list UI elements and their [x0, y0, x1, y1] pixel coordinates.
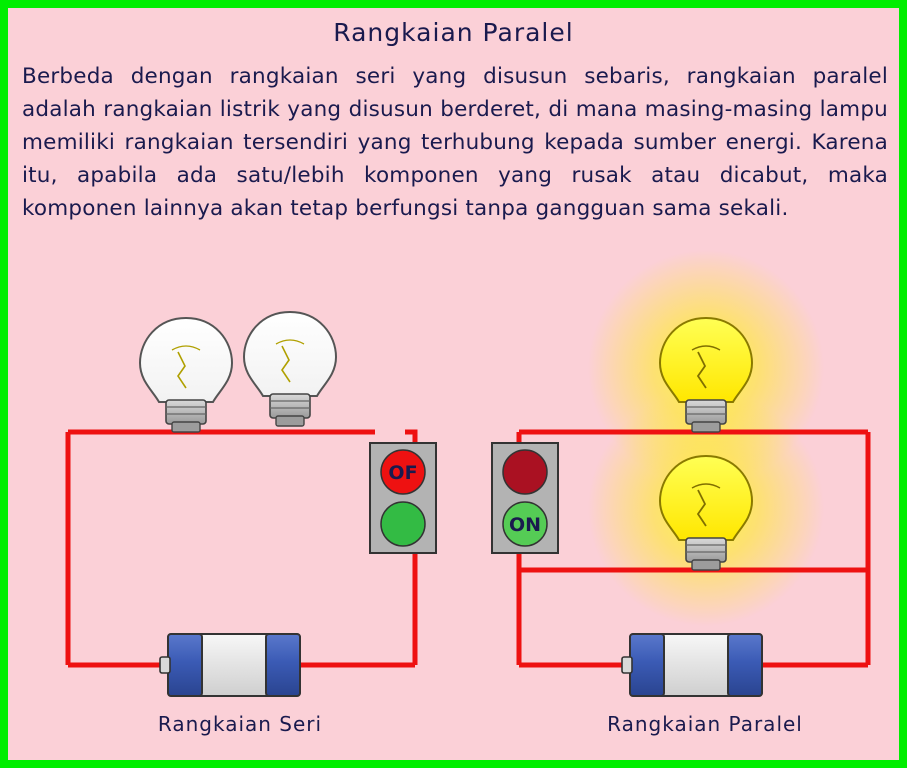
series-wires — [68, 432, 418, 665]
parallel-switch-bottom-label: ON — [508, 514, 542, 536]
series-lamp-1 — [140, 318, 232, 432]
series-caption: Rangkaian Seri — [157, 712, 323, 736]
series-switch-top-label: OF — [388, 462, 418, 484]
series-switch[interactable] — [370, 443, 436, 553]
parallel-caption: Rangkaian Paralel — [607, 712, 803, 736]
description-paragraph: Berbeda dengan rangkaian seri yang disusun sebaris, rangkaian paralel adalah rangkaian listrik yang disusun berderet, di mana masing-masing lampu memiliki rangkaian tersendiri yang terhubung kepada sumber energi. Karena itu, apabila ada satu/lebih komponen yang rusak atau dicabut, maka komponen lainnya akan tetap berfungsi tanpa gangguan sama sekali. — [22, 64, 888, 221]
page-title: Rangkaian Paralel — [333, 18, 574, 47]
series-circuit — [68, 312, 436, 696]
parallel-circuit — [492, 250, 868, 696]
parallel-switch-off-lamp[interactable] — [503, 450, 547, 494]
series-switch-on-lamp[interactable] — [381, 502, 425, 546]
series-lamp-2 — [244, 312, 336, 426]
parallel-switch[interactable] — [492, 443, 558, 553]
series-battery — [160, 634, 300, 696]
parallel-battery — [622, 634, 762, 696]
